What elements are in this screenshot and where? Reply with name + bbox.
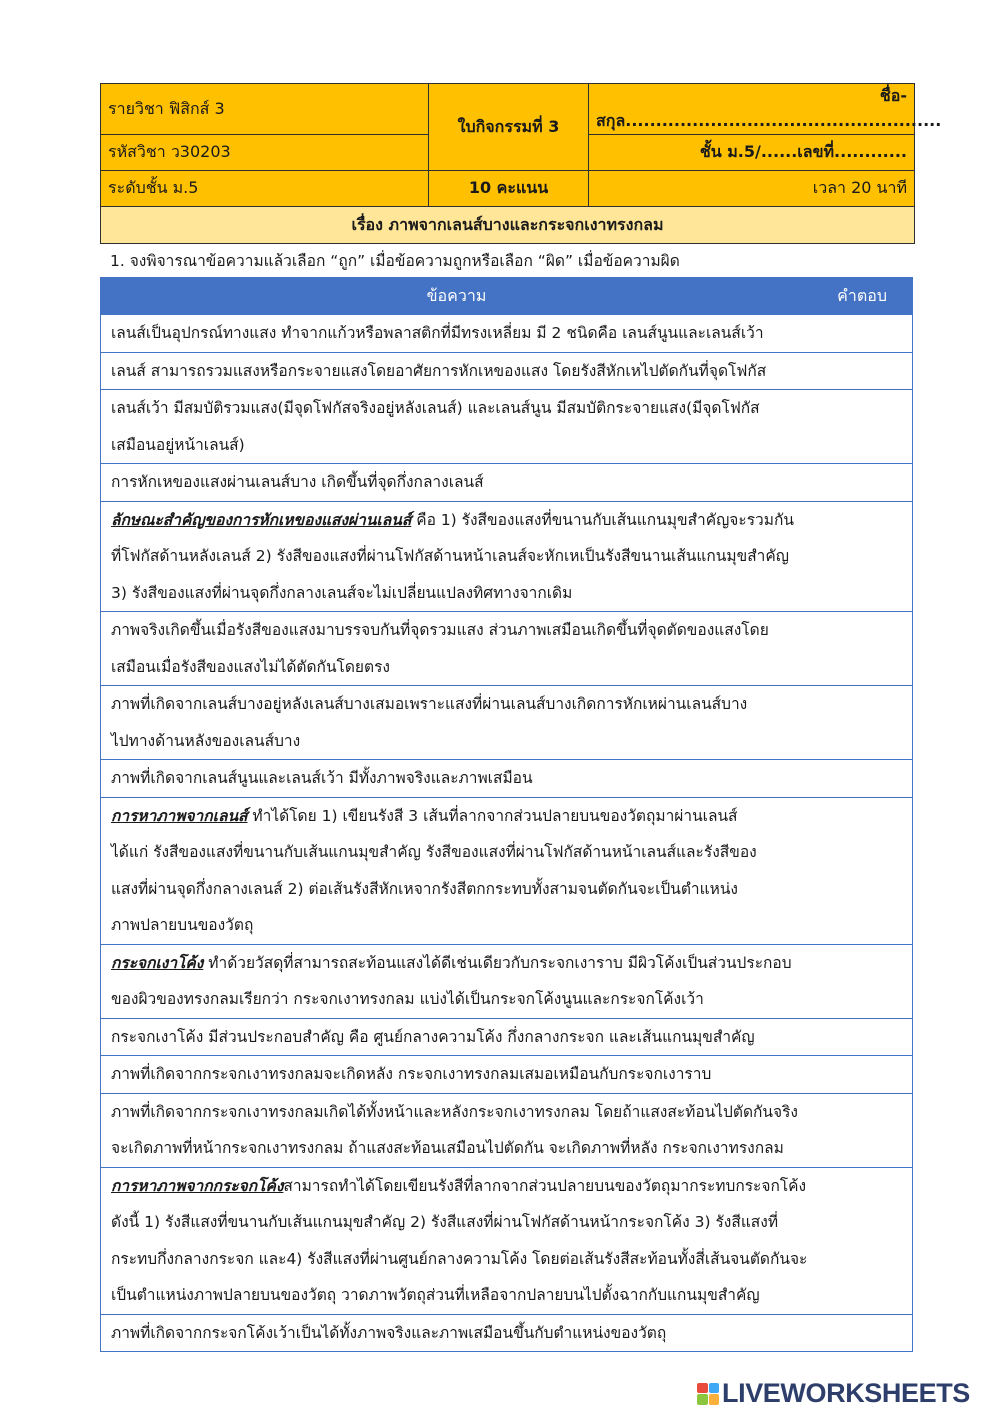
- subject-cell: รายวิชา ฟิสิกส์ 3: [101, 84, 429, 135]
- statement-cell: [101, 1167, 813, 1314]
- statement-keyword: การหาภาพจากเลนส์: [111, 806, 248, 825]
- answer-cell[interactable]: [813, 390, 913, 464]
- name-field[interactable]: ชื่อ-สกุล....................................................: [589, 84, 915, 135]
- time-cell: เวลา 20 นาที: [589, 171, 915, 207]
- answer-cell[interactable]: [813, 352, 913, 390]
- statement-text: ได้แก่ รังสีของแสงที่ขนานกับเส้นแกนมุขสำคัญ รังสีของแสงที่ผ่านโฟกัสด้านหน้าเลนส์และรังสีของ: [111, 843, 757, 861]
- statement-text: เลนส์ สามารถรวมแสงหรือกระจายแสงโดยอาศัยการหักเหของแสง โดยรังสีหักเหไปตัดกันที่จุดโฟกัส: [111, 361, 767, 380]
- answer-cell[interactable]: [813, 1314, 913, 1352]
- answer-cell[interactable]: [813, 1056, 913, 1094]
- answer-cell[interactable]: [813, 1167, 913, 1314]
- statement-cell: [101, 1056, 813, 1094]
- table-row: [101, 464, 913, 502]
- statement-keyword: การหาภาพจากกระจกโค้ง: [111, 1176, 284, 1195]
- answer-cell[interactable]: [813, 944, 913, 1018]
- statement-line: [111, 723, 803, 760]
- statement-cell: [101, 1314, 813, 1352]
- table-row: [101, 686, 913, 760]
- statement-line: [111, 649, 803, 686]
- table-row: [101, 797, 913, 944]
- answer-cell[interactable]: [813, 1093, 913, 1167]
- statement-line: [111, 1056, 803, 1093]
- answer-cell[interactable]: [813, 612, 913, 686]
- table-row: [101, 390, 913, 464]
- statement-line: [111, 575, 803, 612]
- answer-cell[interactable]: [813, 686, 913, 760]
- statement-line: [111, 907, 803, 944]
- table-row: [101, 1167, 913, 1314]
- statement-text: เป็นตำแหน่งภาพปลายบนของวัตถุ วาดภาพวัตถุส่วนที่เหลือจากปลายบนไปตั้งฉากกับแกนมุขสำคัญ: [111, 1286, 760, 1304]
- statement-text: แสงที่ผ่านจุดกึ่งกลางเลนส์ 2) ต่อเส้นรังสีหักเหจากรังสีตกกระทบทั้งสามจนตัดกันจะเป็นตำแหน่ง: [111, 879, 738, 898]
- statement-text: เสมือนอยู่หน้าเลนส์): [111, 435, 245, 454]
- statement-line: [111, 798, 803, 835]
- table-row: [101, 944, 913, 1018]
- table-row: [101, 1018, 913, 1056]
- topic-title: เรื่อง ภาพจากเลนส์บางและกระจกเงาทรงกลม: [101, 207, 915, 244]
- table-row: [101, 760, 913, 798]
- statement-text: ไปทางด้านหลังของเลนส์บาง: [111, 731, 301, 750]
- table-row: [101, 1056, 913, 1094]
- statement-line: [111, 502, 803, 539]
- statement-cell: [101, 464, 813, 502]
- table-row: [101, 1314, 913, 1352]
- statement-line: [111, 981, 803, 1018]
- statement-line: [111, 871, 803, 908]
- statement-line: [111, 353, 803, 390]
- statement-line: [111, 612, 803, 649]
- statement-cell: [101, 944, 813, 1018]
- activity-cell: ใบกิจกรรมที่ 3: [429, 84, 589, 171]
- statement-cell: [101, 797, 813, 944]
- statement-text: กระจกเงาโค้ง มีส่วนประกอบสำคัญ คือ ศูนย์กลางความโค้ง กึ่งกลางกระจก และเส้นแกนมุขสำคัญ: [111, 1027, 755, 1046]
- statement-line: [111, 760, 803, 797]
- statement-cell: [101, 501, 813, 612]
- statement-text: ภาพที่เกิดจากกระจกเงาทรงกลมจะเกิดหลัง กระจกเงาทรงกลมเสมอเหมือนกับกระจกเงาราบ: [111, 1065, 712, 1083]
- statement-text: คือ 1) รังสีของแสงที่ขนานกับเส้นแกนมุขสำคัญจะรวมกัน: [411, 510, 794, 529]
- logo-squares-icon: [697, 1383, 719, 1405]
- answer-cell[interactable]: [813, 464, 913, 502]
- statement-line: [111, 1094, 803, 1131]
- statement-line: [111, 1204, 803, 1241]
- statement-line: [111, 390, 803, 427]
- table-row: [101, 352, 913, 390]
- statement-cell: [101, 686, 813, 760]
- statement-line: [111, 1168, 807, 1205]
- statement-line: [111, 834, 803, 871]
- statement-line: [111, 945, 803, 982]
- logo-text: LIVEWORKSHEETS: [722, 1378, 970, 1408]
- statement-text: กระทบกึ่งกลางกระจก และ4) รังสีแสงที่ผ่านศูนย์กลางความโค้ง โดยต่อเส้นรังสีสะท้อนทั้งสี่เส้นจนตัดกันจะ: [111, 1249, 808, 1268]
- statement-text: ภาพที่เกิดจากกระจกโค้งเว้าเป็นได้ทั้งภาพจริงและภาพเสมือนขึ้นกับตำแหน่งของวัตถุ: [111, 1323, 667, 1342]
- instruction-text: 1. จงพิจารณาข้อความแล้วเลือก “ถูก” เมื่อข้อความถูกหรือเลือก “ผิด” เมื่อข้อความผิด: [110, 252, 680, 270]
- level-cell: ระดับชั้น ม.5: [101, 171, 429, 207]
- statement-text: เลนส์เป็นอุปกรณ์ทางแสง ทำจากแก้วหรือพลาสติกที่มีทรงเหลี่ยม มี 2 ชนิดคือ เลนส์นูนและเลนส์เว้า: [111, 324, 764, 342]
- score-cell: 10 คะแนน: [429, 171, 589, 207]
- column-header-statement: ข้อความ: [101, 278, 813, 315]
- header-table: [100, 83, 942, 244]
- statement-text: ของผิวของทรงกลมเรียกว่า กระจกเงาทรงกลม แบ่งได้เป็นกระจกโค้งนูนและกระจกโค้งเว้า: [111, 990, 704, 1008]
- statement-cell: [101, 315, 813, 353]
- answer-cell[interactable]: [813, 760, 913, 798]
- statement-text: ภาพที่เกิดจากเลนส์นูนและเลนส์เว้า มีทั้งภาพจริงและภาพเสมือน: [111, 769, 533, 787]
- table-row: [101, 1093, 913, 1167]
- statements-table: [100, 277, 913, 1352]
- table-row: [101, 501, 913, 612]
- statement-text: สามารถทำได้โดยเขียนรังสีที่ลากจากส่วนปลายบนของวัตถุมากระทบกระจกโค้ง: [283, 1176, 807, 1195]
- statement-line: [111, 1019, 803, 1056]
- statement-line: [111, 1130, 803, 1167]
- statement-text: 3) รังสีของแสงที่ผ่านจุดกึ่งกลางเลนส์จะไม่เปลี่ยนแปลงทิศทางจากเดิม: [111, 583, 573, 602]
- statement-text: ภาพปลายบนของวัตถุ: [111, 916, 254, 934]
- answer-cell[interactable]: [813, 315, 913, 353]
- statement-cell: [101, 352, 813, 390]
- answer-cell[interactable]: [813, 501, 913, 612]
- statement-cell: [101, 390, 813, 464]
- statement-line: [111, 686, 803, 723]
- answer-cell[interactable]: [813, 1018, 913, 1056]
- table-row: [101, 315, 913, 353]
- statement-keyword: กระจกเงาโค้ง: [111, 953, 204, 972]
- statement-text: การหักเหของแสงผ่านเลนส์บาง เกิดขึ้นที่จุดกึ่งกลางเลนส์: [111, 473, 484, 491]
- table-row: [101, 612, 913, 686]
- statement-line: [111, 427, 803, 464]
- statement-line: [111, 1241, 808, 1278]
- statement-text: ภาพที่เกิดจากเลนส์บางอยู่หลังเลนส์บางเสมอเพราะแสงที่ผ่านเลนส์บางเกิดการหักเหผ่านเลนส์บาง: [111, 695, 748, 713]
- statement-cell: [101, 612, 813, 686]
- statement-line: [111, 315, 803, 352]
- statement-text: ภาพจริงเกิดขึ้นเมื่อรังสีของแสงมาบรรจบกันที่จุดรวมแสง ส่วนภาพเสมือนเกิดขึ้นที่จุดตัดของแสงโดย: [111, 621, 769, 639]
- statement-text: ที่โฟกัสด้านหลังเลนส์ 2) รังสีของแสงที่ผ่านโฟกัสด้านหน้าเลนส์จะหักเหเป็นรังสีขนานเส้นแกนมุขสำคัญ: [111, 547, 789, 565]
- column-header-answer: คำตอบ: [813, 278, 913, 315]
- statement-text: ทำด้วยวัสดุที่สามารถสะท้อนแสงได้ดีเช่นเดียวกับกระจกเงาราบ มีผิวโค้งเป็นส่วนประกอบ: [203, 953, 792, 972]
- statement-line: [111, 538, 803, 575]
- statement-text: ดังนี้ 1) รังสีแสงที่ขนานกับเส้นแกนมุขสำคัญ 2) รังสีแสงที่ผ่านโฟกัสด้านหน้ากระจกโค้ง 3) รังสีแสงที่: [111, 1213, 779, 1231]
- statement-cell: [101, 1018, 813, 1056]
- statement-cell: [101, 760, 813, 798]
- statement-text: เลนส์เว้า มีสมบัติรวมแสง(มีจุดโฟกัสจริงอยู่หลังเลนส์) และเลนส์นูน มีสมบัติกระจายแสง(มีจุดโฟกัส: [111, 399, 760, 417]
- statement-keyword: ลักษณะสำคัญของการหักเหของแสงผ่านเลนส์: [111, 510, 412, 529]
- liveworksheets-logo: [697, 1378, 970, 1409]
- statement-cell: [101, 1093, 813, 1167]
- statement-text: จะเกิดภาพที่หน้ากระจกเงาทรงกลม ถ้าแสงสะท้อนเสมือนไปตัดกัน จะเกิดภาพที่หลัง กระจกเงาทรงกลม: [111, 1139, 784, 1157]
- code-cell: รหัสวิชา ว30203: [101, 135, 429, 171]
- class-number-field[interactable]: ชั้น ม.5/......เลขที่............: [589, 135, 915, 171]
- statement-line: [111, 1277, 803, 1314]
- answer-cell[interactable]: [813, 797, 913, 944]
- statement-line: [111, 1315, 803, 1352]
- statement-text: เสมือนเมื่อรังสีของแสงไม่ได้ตัดกันโดยตรง: [111, 657, 390, 676]
- statement-line: [111, 464, 803, 501]
- statement-text: ภาพที่เกิดจากกระจกเงาทรงกลมเกิดได้ทั้งหน้าและหลังกระจกเงาทรงกลม โดยถ้าแสงสะท้อนไปตัดกันจริง: [111, 1102, 798, 1121]
- statement-text: ทำได้โดย 1) เขียนรังสี 3 เส้นที่ลากจากส่วนปลายบนของวัตถุมาผ่านเลนส์: [247, 806, 738, 825]
